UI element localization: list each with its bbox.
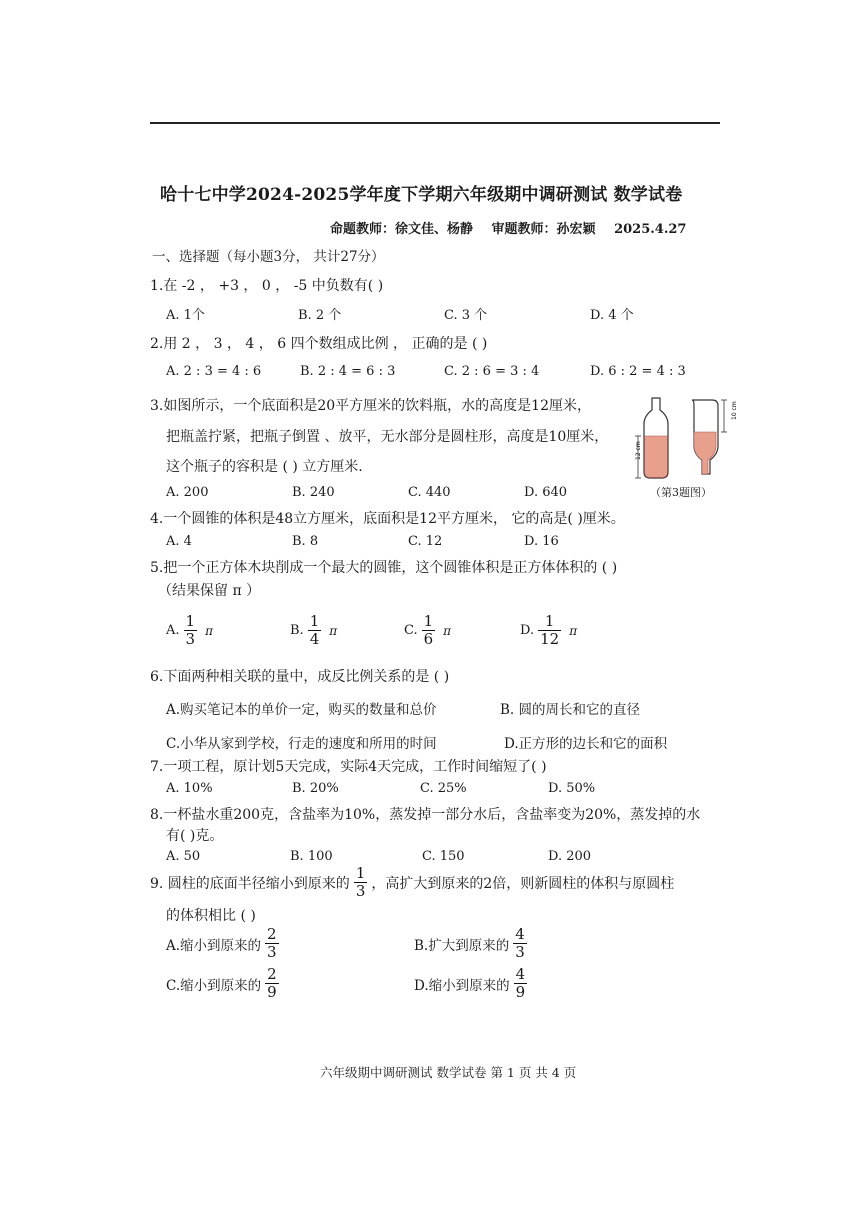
q3-option-b: B. 240 <box>292 485 335 500</box>
fraction <box>538 613 561 648</box>
q5-line2: （结果保留 π ） <box>158 583 261 599</box>
section-heading: 一、选择题（每小题3分， 共计27分） <box>152 249 385 265</box>
q5-option-b <box>290 613 337 648</box>
q3-line2: 把瓶盖拧紧，把瓶子倒置 、放平，无水部分是圆柱形，高度是10厘米， <box>166 429 609 445</box>
q7-stem: 7.一项工程，原计划5天完成，实际4天完成，工作时间缩短了( ) <box>150 759 547 775</box>
q4-option-c: C. 12 <box>408 534 443 549</box>
q9-option-b <box>414 926 531 961</box>
q2-option-c: C. 2 : 6 = 3 : 4 <box>444 364 540 379</box>
fraction-denominator: 12 <box>540 630 560 648</box>
q3-option-d: D. 640 <box>524 485 568 500</box>
fraction-denominator: 9 <box>515 983 526 1001</box>
fraction <box>184 613 198 648</box>
fraction-denominator: 3 <box>515 943 525 961</box>
reviewer-text: 审题教师：孙宏颖 <box>491 222 596 237</box>
q3-option-a: A. 200 <box>166 485 209 500</box>
fraction-numerator: 4 <box>515 965 526 983</box>
figure-caption: （第3题图） <box>650 486 712 499</box>
q6-option-b: B. 圆的周长和它的直径 <box>500 702 641 718</box>
q2-stem: 2.用 2 ， 3 ， 4 ， 6 四个数组成比例 ， 正确的是 ( ) <box>150 336 488 352</box>
fraction <box>354 865 368 900</box>
q1-stem: 1.在 -2 ， +3 ， 0 ， -5 中负数有( ) <box>150 278 384 294</box>
fraction-numerator: 2 <box>267 965 277 983</box>
q3-line3: 这个瓶子的容积是 ( ) 立方厘米. <box>166 459 363 475</box>
q7-option-a: A. 10% <box>166 781 213 796</box>
q1-option-a: A. 1个 <box>166 308 205 323</box>
fraction-numerator: 4 <box>515 925 525 943</box>
q9-b-label: B.扩大到原来的 <box>414 937 510 954</box>
fraction-denominator: 9 <box>267 983 277 1001</box>
fraction-numerator: 2 <box>267 925 277 943</box>
q2-option-b: B. 2 : 4 = 6 : 3 <box>300 364 396 379</box>
fraction <box>514 966 528 1001</box>
q7-option-b: B. 20% <box>292 781 339 796</box>
q2-option-a: A. 2 : 3 = 4 : 6 <box>166 364 262 379</box>
q5-d-label: D. <box>520 623 535 638</box>
q4-option-d: D. 16 <box>524 534 559 549</box>
fraction-denominator: 3 <box>267 943 277 961</box>
q7-option-c: C. 25% <box>420 781 467 796</box>
fraction-numerator: 1 <box>423 612 434 630</box>
date-text: 2025.4.27 <box>614 222 687 237</box>
fraction <box>422 613 436 648</box>
q8-option-b: B. 100 <box>290 849 333 864</box>
fraction-denominator: 4 <box>309 630 320 648</box>
q3-option-c: C. 440 <box>408 485 451 500</box>
fraction-denominator: 6 <box>423 630 434 648</box>
page-footer: 六年级期中调研测试 数学试卷 第 1 页 共 4 页 <box>320 1065 577 1080</box>
q1-option-b: B. 2 个 <box>298 308 342 323</box>
q7-option-d: D. 50% <box>548 781 596 796</box>
q5-b-label: B. <box>290 623 304 638</box>
pi-symbol: π <box>329 623 338 638</box>
q8-option-d: D. 200 <box>548 849 592 864</box>
q9-option-c <box>166 966 283 1001</box>
top-rule <box>150 122 720 124</box>
q4-stem: 4.一个圆锥的体积是48立方厘米，底面积是12平方厘米， 它的高是( )厘米。 <box>150 511 625 527</box>
q6-stem: 6.下面两种相关联的量中，成反比例关系的是 ( ) <box>150 669 450 685</box>
q2-option-d: D. 6 : 2 = 4 : 3 <box>590 364 686 379</box>
q1-option-c: C. 3 个 <box>444 308 488 323</box>
exam-title: 哈十七中学2024-2025学年度下学期六年级期中调研测试 数学试卷 <box>160 185 683 205</box>
q9-option-a <box>166 926 283 961</box>
fraction-numerator: 1 <box>355 864 366 882</box>
q9-d-label: D.缩小到原来的 <box>414 977 510 994</box>
fraction <box>265 966 279 1001</box>
q9-line1 <box>150 865 674 900</box>
q5-a-label: A. <box>166 623 180 638</box>
q9-a-label: A.缩小到原来的 <box>166 937 262 954</box>
fraction <box>513 926 527 961</box>
q5-option-c <box>404 613 451 648</box>
fraction-denominator: 3 <box>185 630 196 648</box>
fig-label-12cm: 12 cm <box>635 441 642 460</box>
q9-line1-post: ，高扩大到原来的2倍，则新圆柱的体积与原圆柱 <box>371 875 675 892</box>
pi-symbol: π <box>569 623 578 638</box>
fraction-numerator: 1 <box>544 612 555 630</box>
exam-meta <box>330 218 700 237</box>
q5-c-label: C. <box>404 623 418 638</box>
pi-symbol: π <box>205 623 213 638</box>
q9-c-label: C.缩小到原来的 <box>166 977 262 994</box>
fraction <box>265 926 279 961</box>
pi-symbol: π <box>443 623 452 638</box>
q6-option-a: A.购买笔记本的单价一定，购买的数量和总价 <box>166 702 437 718</box>
q8-line2: 有( )克。 <box>166 828 224 844</box>
q5-line1: 5.把一个正方体木块削成一个最大的圆锥，这个圆锥体积是正方体体积的 ( ) <box>150 560 618 576</box>
q6-option-d: D.正方形的边长和它的面积 <box>504 736 668 752</box>
q8-line1: 8.一杯盐水重200克，含盐率为10%，蒸发掉一部分水后，含盐率变为20%，蒸发掉的水 <box>150 807 701 823</box>
q4-option-b: B. 8 <box>292 534 319 549</box>
q8-option-a: A. 50 <box>166 849 201 864</box>
q9-line2: 的体积相比 ( ) <box>166 908 256 924</box>
q3-line1: 3.如图所示，一个底面积是20平方厘米的饮料瓶，水的高度是12厘米， <box>150 398 591 414</box>
q9-line1-pre: 9. 圆柱的底面半径缩小到原来的 <box>150 875 350 892</box>
q9-option-d <box>414 966 531 1001</box>
q1-option-d: D. 4 个 <box>590 308 634 323</box>
setter-text: 命题教师：徐文佳、杨静 <box>330 222 474 237</box>
fig-label-10cm: 10 cm <box>731 401 738 420</box>
q4-option-a: A. 4 <box>166 534 192 549</box>
q5-option-d <box>520 613 577 648</box>
q6-option-c: C.小华从家到学校，行走的速度和所用的时间 <box>166 736 437 752</box>
fraction-numerator: 1 <box>185 612 196 630</box>
fraction-denominator: 3 <box>355 882 366 900</box>
q5-option-a <box>166 613 213 648</box>
fraction-numerator: 1 <box>309 612 320 630</box>
fraction <box>308 613 322 648</box>
q8-option-c: C. 150 <box>422 849 465 864</box>
